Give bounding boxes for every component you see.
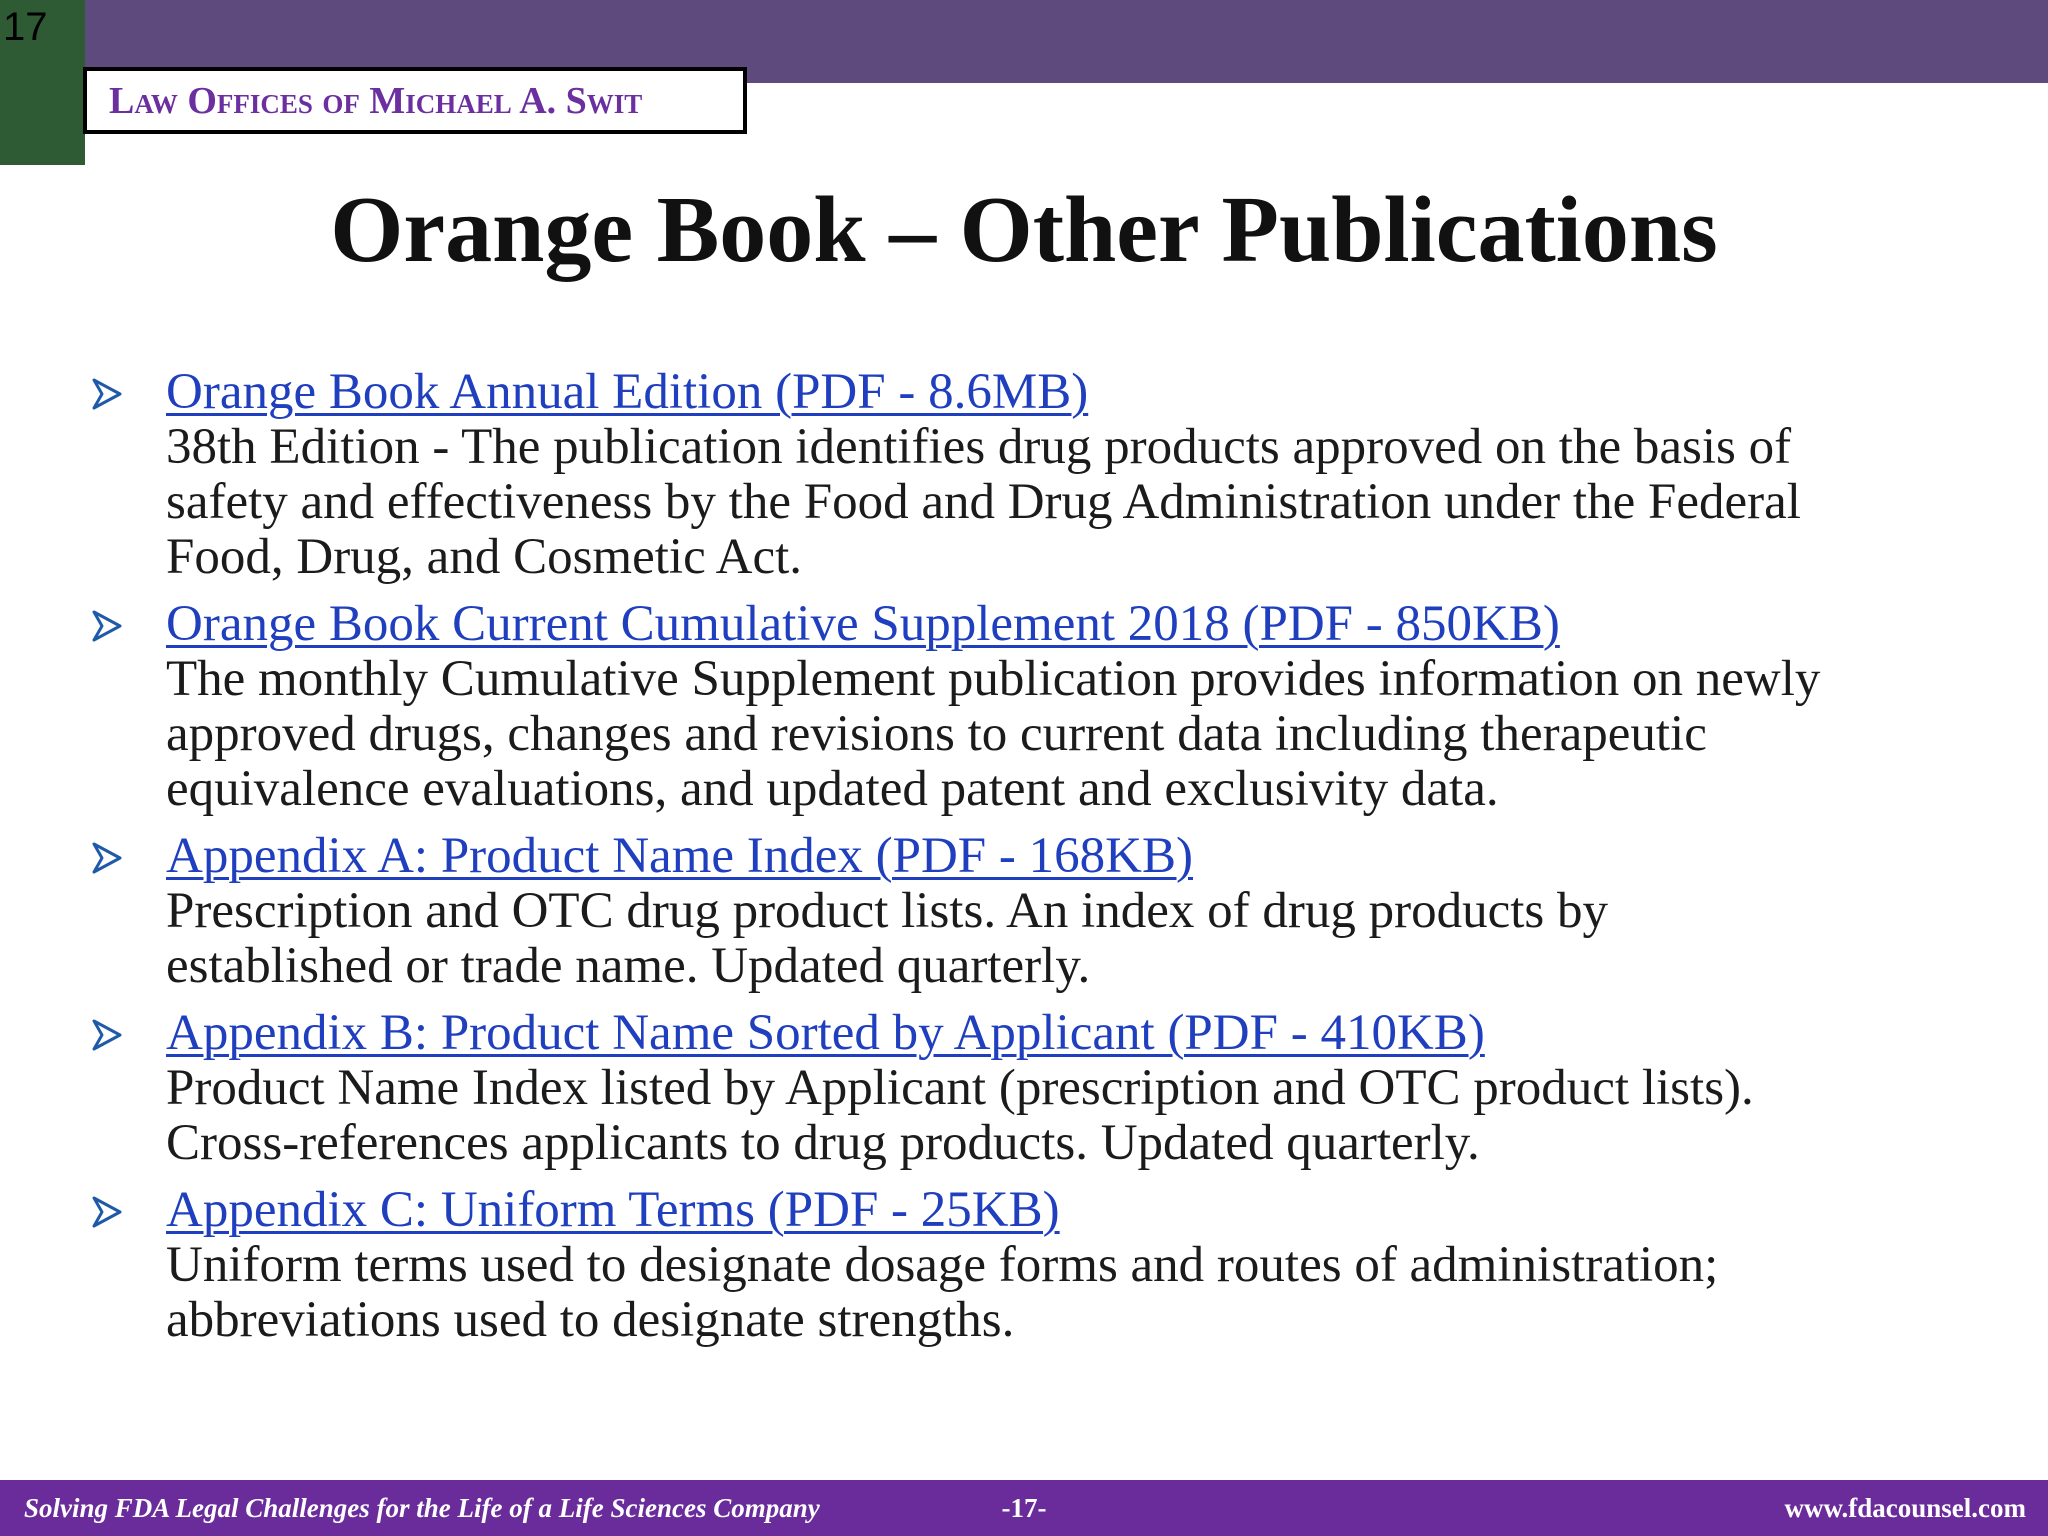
footer-tagline: Solving FDA Legal Challenges for the Life of a Life Sciences Company (24, 1493, 820, 1523)
item-description (166, 1061, 1996, 1171)
bullet-arrow-icon (90, 376, 126, 412)
firm-name-box (83, 67, 747, 134)
link-orange-book-annual-edition[interactable]: Orange Book Annual Edition (PDF - 8.6MB) (166, 364, 1089, 420)
link-appendix-c[interactable]: Appendix C: Uniform Terms (PDF - 25KB) (166, 1182, 1060, 1238)
description-line: approved drugs, changes and revisions to current data including therapeutic (166, 706, 1707, 762)
description-line: established or trade name. Updated quarterly. (166, 938, 1091, 994)
description-line: Product Name Index listed by Applicant (prescription and OTC product lists). (166, 1060, 1754, 1116)
bullet-arrow-icon (90, 1017, 126, 1053)
description-line: The monthly Cumulative Supplement publication provides information on newly (166, 651, 1821, 707)
item-description (166, 884, 1996, 994)
footer-bar (0, 1480, 2048, 1536)
bullet-arrow-icon (90, 1194, 126, 1230)
description-line: safety and effectiveness by the Food and Drug Administration under the Federal (166, 474, 1801, 530)
bullet-arrow-icon (90, 608, 126, 644)
firm-name: Law Offices of Michael A. Swit (109, 80, 643, 122)
description-line: abbreviations used to designate strengths. (166, 1292, 1015, 1348)
item-description (166, 1238, 1996, 1348)
link-appendix-a[interactable]: Appendix A: Product Name Index (PDF - 168KB) (166, 828, 1193, 884)
footer-website: www.fdacounsel.com (1784, 1493, 2026, 1523)
description-line: Cross-references applicants to drug products. Updated quarterly. (166, 1115, 1480, 1171)
slide-title: Orange Book – Other Publications (330, 178, 1718, 282)
slide-number: 17 (3, 5, 48, 49)
link-cumulative-supplement[interactable]: Orange Book Current Cumulative Supplement 2018 (PDF - 850KB) (166, 596, 1560, 652)
description-line: 38th Edition - The publication identifies drug products approved on the basis of (166, 419, 1792, 475)
description-line: equivalence evaluations, and updated patent and exclusivity data. (166, 761, 1499, 817)
link-appendix-b[interactable]: Appendix B: Product Name Sorted by Applicant (PDF - 410KB) (166, 1005, 1485, 1061)
item-description (166, 420, 1996, 585)
bullet-arrow-icon (90, 840, 126, 876)
description-line: Food, Drug, and Cosmetic Act. (166, 529, 803, 585)
item-description (166, 652, 1996, 817)
description-line: Uniform terms used to designate dosage forms and routes of administration; (166, 1237, 1719, 1293)
description-line: Prescription and OTC drug product lists. An index of drug products by (166, 883, 1608, 939)
slide-number-box (0, 0, 85, 165)
footer-page-number: -17- (1001, 1493, 1047, 1523)
